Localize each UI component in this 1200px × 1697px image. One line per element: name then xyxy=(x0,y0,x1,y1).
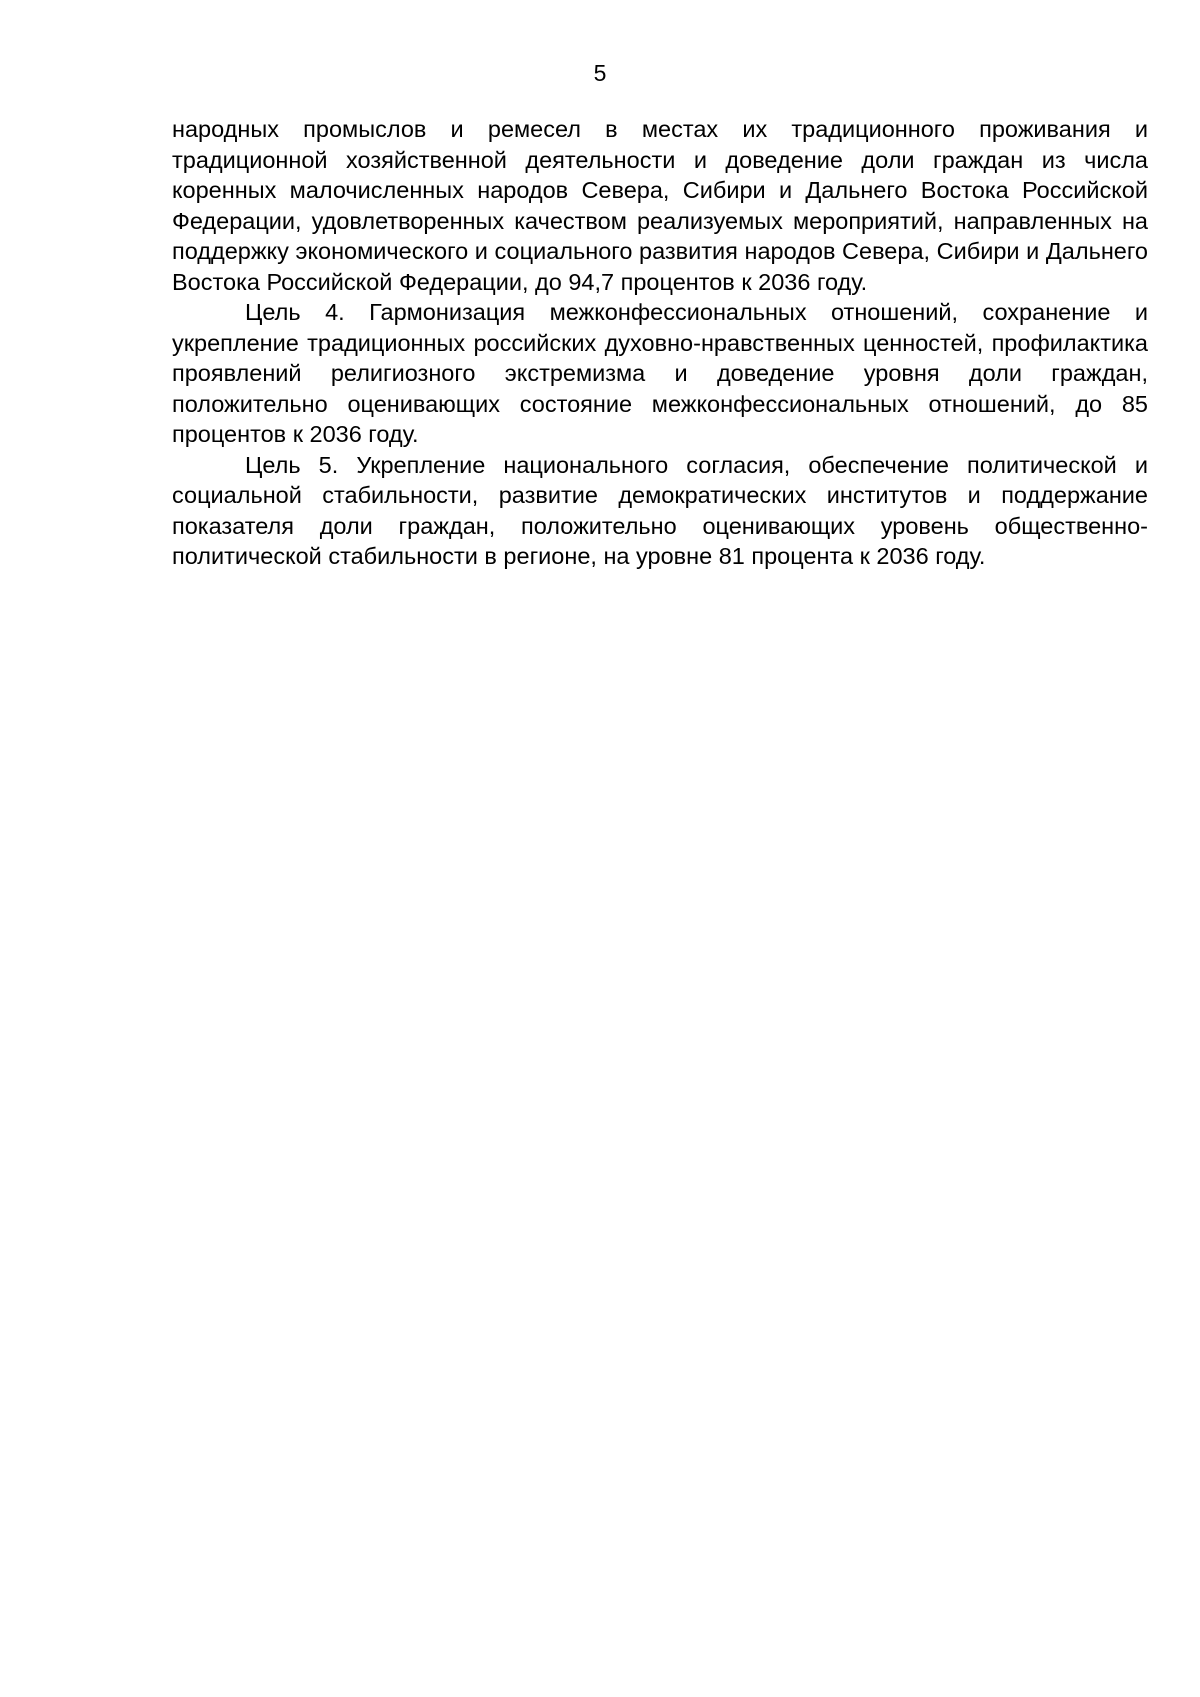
paragraph-goal-4: Цель 4. Гармонизация межконфессиональных отношений, сохранение и укрепление традиционных российских духовно-нравственных ценностей, профилактика проявлений религиозного экстремизма и доведение уровня доли граждан, положительно оценивающих состояние межконфессиональных отношений, до 85 процентов к 2036 году. xyxy=(172,299,1148,447)
page-number: 5 xyxy=(593,60,607,86)
paragraph-goal-5: Цель 5. Укрепление национального согласия, обеспечение политической и социальной стабильности, развитие демократических институтов и поддержание показателя доли граждан, положительно оценивающих уровень общественно-политической стабильности в регионе, на уровне 81 процента к 2036 году. xyxy=(172,451,1148,569)
body-text xyxy=(172,114,1148,572)
paragraph-continuation: народных промыслов и ремесел в местах их традиционного проживания и традиционной хозяйственной деятельности и доведение доли граждан из числа коренных малочисленных народов Севера, Сибири и Дальнего Востока Российской Федерации, удовлетворенных качеством реализуемых мероприятий, направленных на поддержку экономического и социального развития народов Севера, Сибири и Дальнего Востока Российской Федерации, до 94,7 процентов к 2036 году. xyxy=(172,116,1148,295)
